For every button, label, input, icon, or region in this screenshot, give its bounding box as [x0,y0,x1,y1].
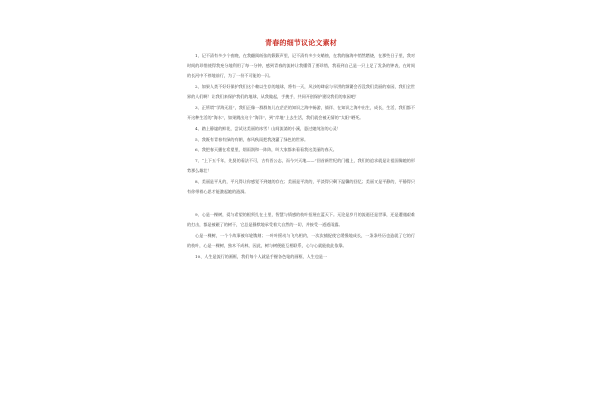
paragraph-1: 1、记不清有多少个夜晚，在我翻阅纸张的簌簌声里，记不清有多少支蜡烛，在我的脑海中悄然燃烧，在那些日子里，我对时间的珍惜使得我充分地利用了每一分钟，感到青春的流转让我懂得了要珍惜，我看到自己是一只上足了发条的钟表，在时间的长河中不停地前行，为了一份不可能的一闪。 [187,53,415,79]
paragraph-9: 9、心是一棵树，爱与希望的根须扎在土里，智慧与情感的枝叶招展在蓝天下。无论是岁月的流逝还是世事，还是遭遇艰难的打击，都是被砸了的树干，它总是静默地承受着大自然的一切，并接受一道道雨露。 [187,211,415,228]
paragraph-7: 7、“上下五千年，先贤的看法不可，古有晋公志，而今兴天地——”回首新世纪的门槛上，我们的追求就是让祖国像她的形势那么雄壮！ [187,158,415,174]
paragraph-4: 4、踏上静谧的鲜花，尝试这美丽的冰雪！山间流淌的小溪，悬过她纯洁的心灵！ [195,125,341,131]
paragraph-spacer [187,198,415,210]
document-title: 青春的细节议论文素材 [265,38,337,47]
paragraph-10: 10、人生是流行的画框，我们每个人就是手握各色笔的画框，人生也是一 [195,253,328,259]
paragraph-2: 2、如果人类不好好保护我们这个赖以生存的地球，将有一天，风沙的肆虐与旱涝的频繁会吞没我们美丽的家园，我们全世界的人们啊！让我们来保护我们的地球，从我做起，手挽手，共同开创保护建设我们的家园吧！ [187,84,415,100]
paragraph-9-continued: 心是一棵树，一个个故事被年轮镌刻；一叶叶摇动与飞鸟相约，一次次捕捉使它缓慢地成长，一条条经历也造就了它的行的枝叶，心是一棵树，独木不成林，因此，树与树便能互相联系，心与心就能彼此依靠。 [187,232,415,248]
paragraph-6: 6、我把春天播在希望里，烟雨润和一阵阵，叫大家都来看看我这美丽的春天。 [195,147,337,153]
paragraph-8: 8、美丽是平凡的，平凡得让你感觉不到她的存在；美丽是平淡的，平淡得只剩下温馨的回忆；美丽又是平静的，平静得只有你带着心思才能激起她的涟漪。 [187,178,415,195]
paragraph-3: 3、正所谓“学海无涯”，我们正像一群群鱼儿在茫茫的知识之海中畅游，徜徉、在知识之海中出生，成长，生活，我们都不开这种生活的“海水”，如果跳出这个“海洋”，到“岸地”上去生活，我们就会被无情的“太阳”晒死。 [187,105,415,121]
document-page [187,38,415,400]
paragraph-5: 5、我既有青春有绿的有朝，春风秋雨把我浇灌了绿色的世界。 [195,136,309,142]
